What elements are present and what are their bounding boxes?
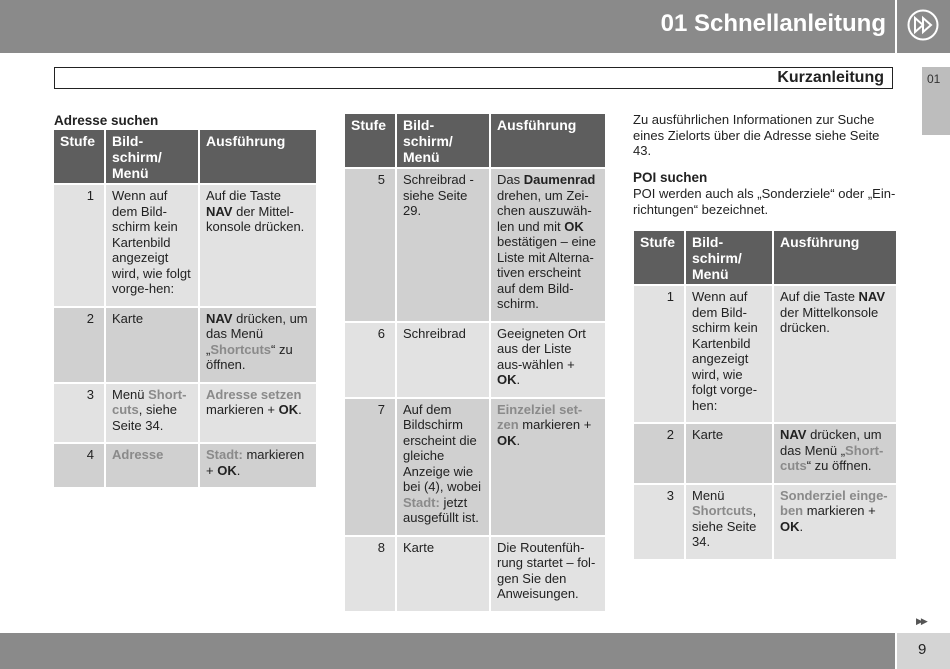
text: Das: [497, 172, 524, 187]
step-num: 2: [54, 308, 104, 382]
key-label: Daumenrad: [523, 172, 596, 187]
text: Menü: [112, 386, 149, 402]
text: Auf dem Bildschirm erscheint die gleiche Anzeige wie bei (4), wobei: [403, 401, 482, 494]
text: .: [516, 432, 521, 448]
col-bildschirm: Bild-schirm/ Menü: [106, 130, 198, 183]
table-row: [634, 485, 896, 559]
key-label: NAV: [858, 289, 886, 304]
table-row: [345, 537, 605, 611]
menu-highlight: Sonderziel einge-ben: [780, 487, 888, 518]
text: der Mittelkonsole drücken.: [780, 304, 879, 335]
menu-highlight: Shortcuts: [210, 341, 272, 357]
step-num: 1: [634, 286, 684, 422]
step-action: [491, 169, 605, 321]
key-label: OK: [780, 518, 800, 534]
step-screen: Karte: [106, 308, 198, 382]
step-action: [200, 384, 316, 443]
key-label: NAV: [780, 427, 807, 442]
text: .: [298, 402, 302, 417]
footer-bar: [0, 633, 895, 669]
table-adresse-1: [52, 128, 318, 489]
step-screen: [397, 399, 489, 535]
intro-text: Zu ausführlichen Informationen zur Suche eines Zielorts über die Adresse siehe Seite 43.: [633, 112, 880, 158]
menu-highlight: Stadt:: [403, 494, 440, 510]
step-num: 4: [54, 444, 104, 487]
text: Menü: [692, 487, 725, 503]
chapter-tab-label: 01: [927, 72, 941, 86]
col-stufe: Stufe: [345, 114, 395, 167]
table-row: [345, 169, 605, 321]
table-row: [54, 308, 316, 382]
step-action: [774, 424, 896, 483]
step-action: [774, 286, 896, 422]
text: drücken, um das Menü „: [206, 310, 308, 357]
text: .: [799, 518, 804, 534]
step-action: [774, 485, 896, 559]
poi-text: POI werden auch als „Sonderziele“ oder „Ein-richtungen“ bezeichnet.: [633, 186, 896, 217]
chapter-tab[interactable]: [922, 67, 950, 135]
text: Auf die Taste: [780, 289, 859, 304]
text: der Mittel-konsole drücken.: [206, 203, 305, 234]
step-screen: Karte: [397, 537, 489, 611]
col-bildschirm: Bild-schirm/ Menü: [686, 231, 772, 284]
step-num: 3: [54, 384, 104, 443]
step-num: 2: [634, 424, 684, 483]
page-number: 9: [918, 641, 927, 658]
table-adresse-2: [343, 112, 607, 613]
text: jetzt ausgefüllt ist.: [403, 494, 479, 525]
key-label: OK: [564, 218, 584, 234]
menu-highlight: Short-cuts: [112, 386, 187, 417]
table-row: [54, 185, 316, 306]
col-stufe: Stufe: [634, 231, 684, 284]
menu-highlight: Shortcuts: [692, 503, 753, 518]
step-screen: Schreibrad: [397, 323, 489, 397]
text: bestätigen – eine Liste mit Alterna-tiven erscheint auf dem Bild-schirm.: [497, 234, 597, 311]
key-label: NAV: [206, 310, 233, 326]
step-num: 7: [345, 399, 395, 535]
text: drehen, um Zei-chen auszuwäh-len und mit: [497, 187, 592, 234]
heading-poi-suchen: POI suchen: [633, 170, 708, 185]
col-stufe: Stufe: [54, 130, 104, 183]
text: “ zu öffnen.: [806, 458, 872, 473]
step-screen: Wenn auf dem Bild-schirm kein Kartenbild angezeigt wird, wie folgt vorge-hen:: [686, 286, 772, 422]
key-label: NAV: [206, 203, 233, 219]
page-title: 01 Schnellanleitung: [660, 10, 886, 37]
menu-highlight: Adresse: [112, 447, 164, 462]
text: Geeigneten Ort aus der Liste aus-wählen +: [497, 325, 586, 372]
table-row: [634, 424, 896, 483]
menu-highlight: Stadt:: [206, 447, 243, 462]
step-action: Die Routenfüh-rung startet – fol-gen Sie den Anweisungen.: [491, 537, 605, 611]
menu-highlight: Short-cuts: [780, 442, 884, 473]
text: markieren +: [206, 447, 305, 478]
text: , siehe Seite 34.: [112, 402, 178, 433]
text: markieren +: [518, 417, 592, 432]
text: drücken, um das Menü „: [780, 427, 882, 458]
step-action: [491, 323, 605, 397]
menu-highlight: Einzelziel set-zen: [497, 401, 583, 432]
step-action: [491, 399, 605, 535]
key-label: OK: [217, 462, 237, 478]
table-row: [345, 399, 605, 535]
col-ausfuehrung: Ausführung: [774, 231, 896, 284]
table-row: [54, 384, 316, 443]
key-label: OK: [497, 372, 517, 387]
step-num: 1: [54, 185, 104, 306]
table-row: [345, 323, 605, 397]
step-num: 3: [634, 485, 684, 559]
fast-forward-icon: [907, 9, 939, 41]
text: .: [516, 372, 521, 387]
step-action: [200, 308, 316, 382]
col-ausfuehrung: Ausführung: [200, 130, 316, 183]
col-ausfuehrung: Ausführung: [491, 114, 605, 167]
step-num: 6: [345, 323, 395, 397]
text: .: [236, 462, 241, 478]
table-poi: [632, 229, 898, 561]
step-screen: Wenn auf dem Bild-schirm kein Kartenbild angezeigt wird, wie folgt vorge-hen:: [106, 185, 198, 306]
table-row: [54, 444, 316, 487]
text: markieren +: [803, 503, 876, 518]
step-num: 8: [345, 537, 395, 611]
text: , siehe Seite 34.: [692, 503, 757, 549]
step-action: [200, 185, 316, 306]
next-page-icon[interactable]: ▶▶: [916, 616, 926, 626]
text: markieren +: [206, 402, 279, 417]
col-bildschirm: Bild-schirm/ Menü: [397, 114, 489, 167]
menu-highlight: Adresse setzen: [206, 386, 302, 402]
step-screen: [686, 485, 772, 559]
step-screen: Karte: [686, 424, 772, 483]
key-label: OK: [278, 402, 299, 417]
text: “ zu öffnen.: [206, 341, 293, 372]
section-header: [54, 67, 893, 89]
step-screen: Schreibrad - siehe Seite 29.: [397, 169, 489, 321]
step-action: [200, 444, 316, 487]
heading-adresse-suchen: Adresse suchen: [54, 113, 159, 128]
text: Auf die Taste: [206, 188, 281, 203]
step-screen: [106, 444, 198, 487]
table-row: [634, 286, 896, 422]
step-screen: [106, 384, 198, 443]
step-num: 5: [345, 169, 395, 321]
section-title: Kurzanleitung: [777, 69, 884, 86]
key-label: OK: [497, 432, 517, 448]
